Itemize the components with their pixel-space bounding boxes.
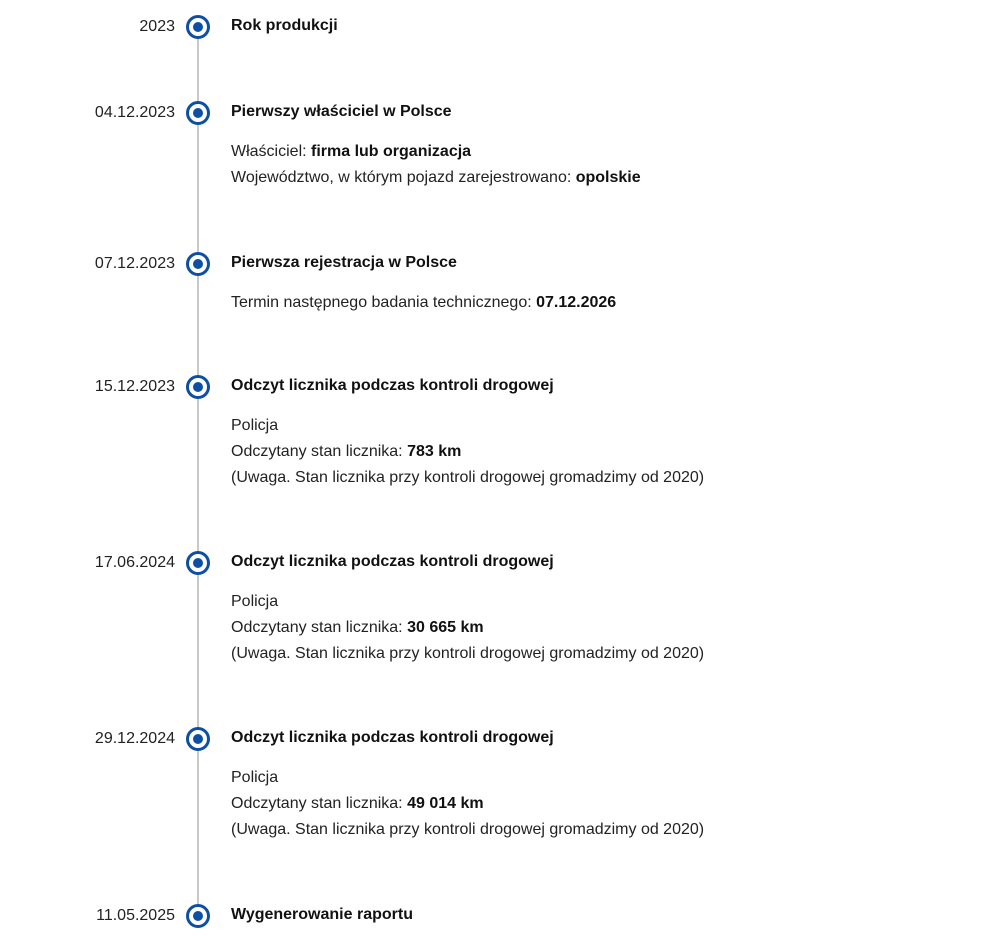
source-row: Policja	[231, 769, 279, 786]
inspection-value: 07.12.2026	[536, 294, 617, 311]
timeline-dot-icon	[186, 375, 210, 399]
odometer-label: Odczytany stan licznika:	[231, 619, 408, 636]
odometer-value: 49 014 km	[407, 795, 484, 812]
event-title: Rok produkcji	[231, 17, 338, 34]
note-row: (Uwaga. Stan licznika przy kontroli drogowej gromadzimy od 2020)	[231, 645, 705, 662]
event-date: 11.05.2025	[96, 907, 175, 924]
odometer-row	[231, 615, 704, 641]
event-details	[231, 765, 704, 843]
timeline-dot-icon	[186, 101, 210, 125]
event-details	[231, 139, 641, 191]
timeline-dot-icon	[186, 551, 210, 575]
event-date: 15.12.2023	[94, 378, 175, 395]
inspection-row	[231, 290, 616, 316]
note-row: (Uwaga. Stan licznika przy kontroli drogowej gromadzimy od 2020)	[231, 821, 705, 838]
odometer-value: 30 665 km	[407, 619, 484, 636]
timeline-dot-icon	[186, 15, 210, 39]
source-row: Policja	[231, 417, 279, 434]
timeline-dot-icon	[186, 727, 210, 751]
event-date: 04.12.2023	[94, 104, 175, 121]
event-title: Wygenerowanie raportu	[231, 906, 413, 923]
owner-row	[231, 139, 641, 165]
event-date: 2023	[139, 18, 175, 35]
odometer-label: Odczytany stan licznika:	[231, 795, 408, 812]
odometer-value: 783 km	[407, 443, 462, 460]
event-date: 17.06.2024	[94, 554, 175, 571]
source-row: Policja	[231, 593, 279, 610]
event-title: Pierwszy właściciel w Polsce	[231, 103, 452, 120]
event-title: Odczyt licznika podczas kontroli drogowej	[231, 553, 554, 570]
event-details	[231, 589, 704, 667]
note-row: (Uwaga. Stan licznika przy kontroli drogowej gromadzimy od 2020)	[231, 469, 705, 486]
event-details	[231, 290, 616, 316]
timeline-line	[197, 27, 199, 917]
event-details	[231, 413, 704, 491]
odometer-row	[231, 791, 704, 817]
odometer-row	[231, 439, 704, 465]
event-date: 29.12.2024	[94, 730, 175, 747]
timeline-dot-icon	[186, 904, 210, 928]
region-value: opolskie	[575, 169, 641, 186]
event-title: Odczyt licznika podczas kontroli drogowej	[231, 729, 554, 746]
event-title: Odczyt licznika podczas kontroli drogowej	[231, 377, 554, 394]
owner-label: Właściciel:	[231, 143, 312, 160]
owner-value: firma lub organizacja	[311, 143, 472, 160]
odometer-label: Odczytany stan licznika:	[231, 443, 408, 460]
timeline-dot-icon	[186, 252, 210, 276]
inspection-label: Termin następnego badania technicznego:	[231, 294, 537, 311]
region-label: Województwo, w którym pojazd zarejestrowano:	[231, 169, 576, 186]
region-row	[231, 165, 641, 191]
event-title: Pierwsza rejestracja w Polsce	[231, 254, 457, 271]
event-date: 07.12.2023	[94, 255, 175, 272]
